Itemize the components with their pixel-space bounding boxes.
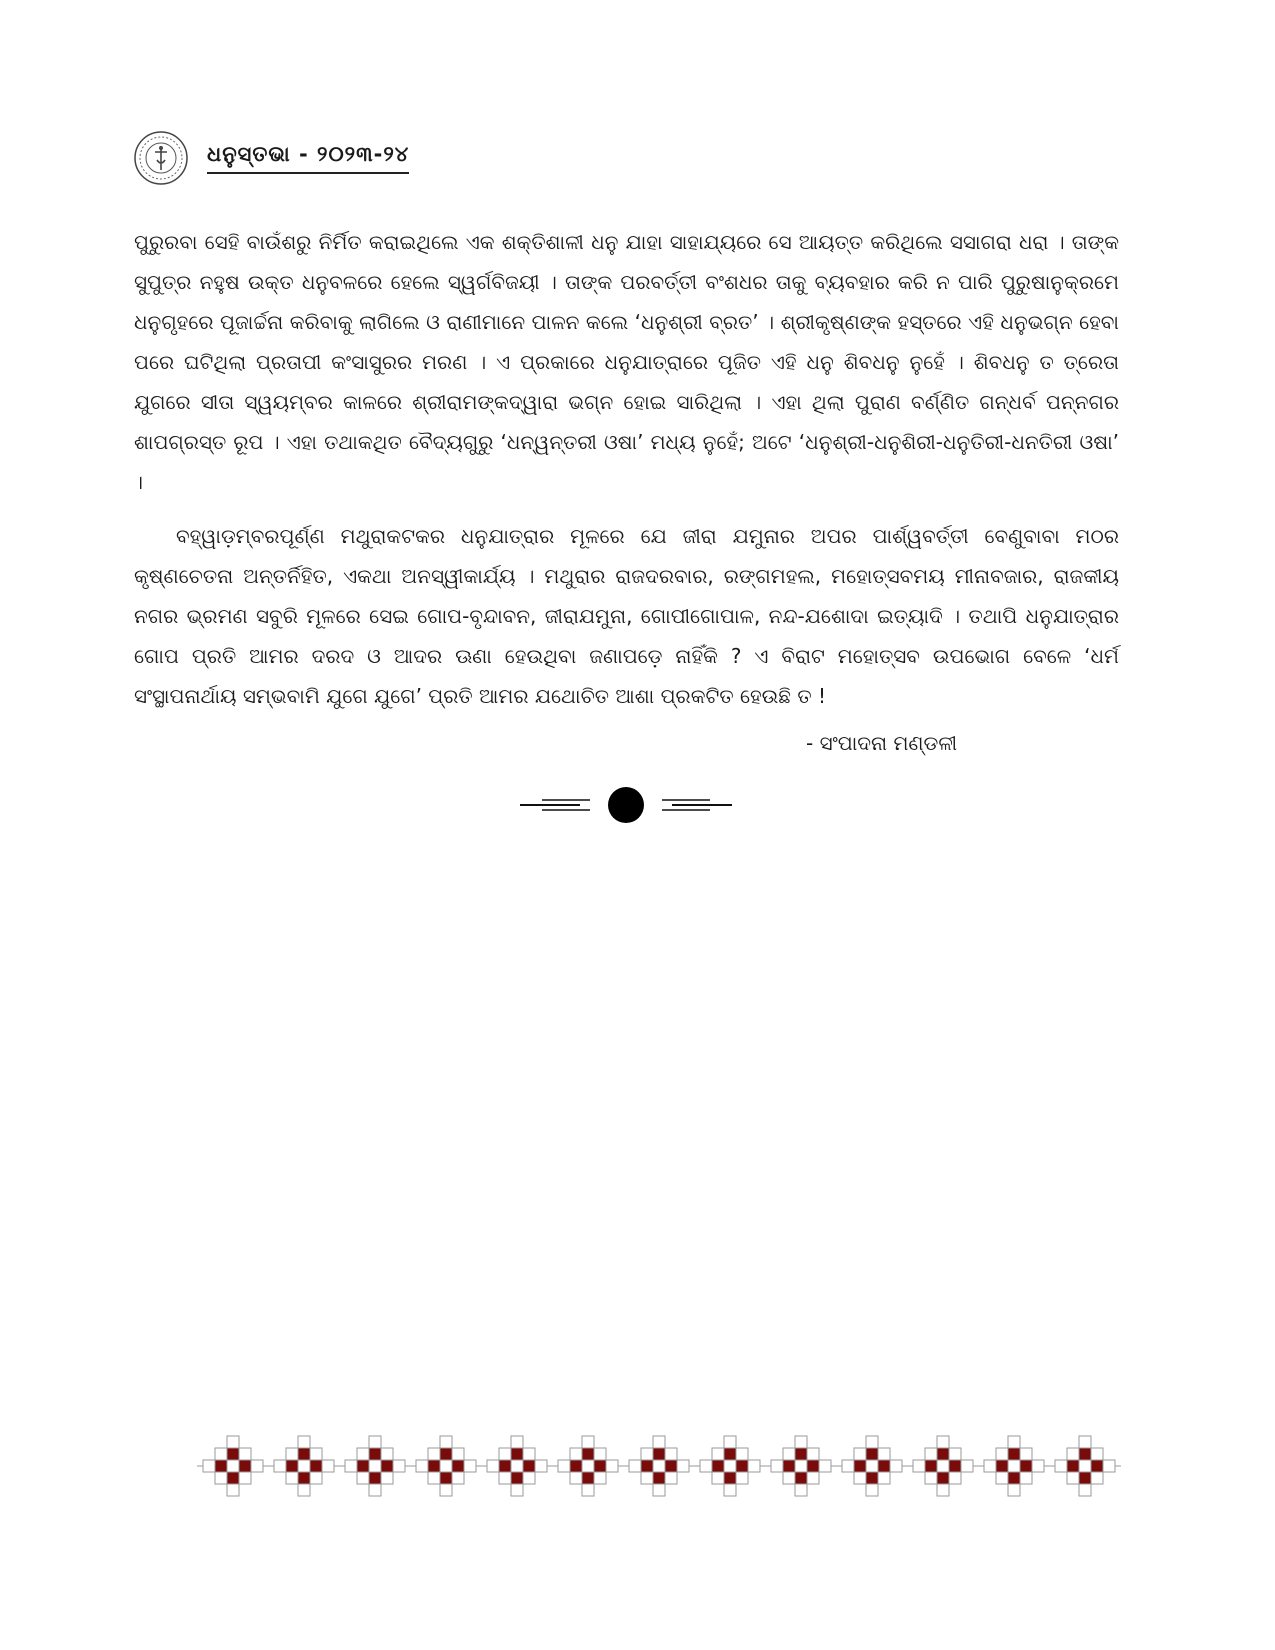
ornamental-border: [197, 1430, 1121, 1502]
checkered-cross-motif: [1049, 1436, 1121, 1496]
dot-divider-icon: [520, 785, 732, 825]
paragraph-2: ବହ୍ୱାଡ଼ମ୍ବରପୂର୍ଣ୍ଣ ମଥୁରାକଟକର ଧନୁଯାତ୍ରାର ମୂଳରେ ଯେ ଜୀରା ଯମୁନାର ଅପର ପାର୍ଶ୍ୱବର୍ତ୍ତୀ ବେଣୁବାବା ମଠର କୃଷ୍ଣଚେତନା ଅନ୍ତର୍ନିହିତ, ଏକଥା ଅନସ୍ୱୀକାର୍ଯ୍ୟ । ମଥୁରାର ରାଜଦରବାର, ରଙ୍ଗମହଲ, ମହୋତ୍ସବମୟ ମୀନାବଜାର, ରାଜକୀୟ ନଗର ଭ୍ରମଣ ସବୁରି ମୂଳରେ ସେଇ ଗୋପ-ବୃନ୍ଦାବନ, ଜୀରାଯମୁନା, ଗୋପୀଗୋପାଳ, ନନ୍ଦ-ଯଶୋଦା ଇତ୍ୟାଦି । ତଥାପି ଧନୁଯାତ୍ରାର ଗୋପ ପ୍ରତି ଆମର ଦରଦ ଓ ଆଦର ଊଣା ହେଉଥିବା ଜଣାପଡ଼େ ନାହିଁକି ? ଏ ବିରାଟ ମହୋତ୍ସବ ଉପଭୋଗ ବେଳେ ‘ଧର୍ମ ସଂସ୍ଥାପନାର୍ଥାୟ ସମ୍ଭବାମି ଯୁଗେ ଯୁଗେ’ ପ୍ରତି ଆମର ଯଥୋଚିତ ଆଶା ପ୍ରକଟିତ ହେଉଛି ତ !: [134, 524, 1119, 708]
checkered-cross-motif: [481, 1436, 553, 1496]
signature: - ସଂପାଦନା ମଣ୍ଡଳୀ: [806, 731, 958, 755]
article-body: [134, 222, 1119, 716]
checkered-cross-motif: [552, 1436, 624, 1496]
paragraph-1: ପୁରୁରବା ସେହି ବାଉଁଶରୁ ନିର୍ମିତ କରାଇଥିଲେ ଏକ ଶକ୍ତିଶାଳୀ ଧନୁ ଯାହା ସାହାଯ୍ୟରେ ସେ ଆୟତ୍ତ କରିଥିଲେ ସସାଗରା ଧରା । ତାଙ୍କ ସୁପୁତ୍ର ନହୁଷ ଉକ୍ତ ଧନୁବଳରେ ହେଲେ ସ୍ୱର୍ଗବିଜୟୀ । ତାଙ୍କ ପରବର୍ତ୍ତୀ ବଂଶଧର ତାକୁ ବ୍ୟବହାର କରି ନ ପାରି ପୁରୁଷାନୁକ୍ରମେ ଧନୁଗୃହରେ ପୂଜାର୍ଚ୍ଚନା କରିବାକୁ ଲାଗିଲେ ଓ ରାଣୀମାନେ ପାଳନ କଲେ ‘ଧନୁଶ୍ରୀ ବ୍ରତ’ । ଶ୍ରୀକୃଷ୍ଣଙ୍କ ହସ୍ତରେ ଏହି ଧନୁଭଗ୍ନ ହେବା ପରେ ଘଟିଥିଲା ପ୍ରତାପୀ କଂସାସୁରର ମରଣ । ଏ ପ୍ରକାରେ ଧନୁଯାତ୍ରାରେ ପୂଜିତ ଏହି ଧନୁ ଶିବଧନୁ ନୁହେଁ । ଶିବଧନୁ ତ ତ୍ରେତା ଯୁଗରେ ସୀତା ସ୍ୱୟମ୍ବର କାଳରେ ଶ୍ରୀରାମଙ୍କଦ୍ୱାରା ଭଗ୍ନ ହୋଇ ସାରିଥିଲା । ଏହା ଥିଲା ପୁରାଣ ବର୍ଣ୍ଣିତ ଗନ୍ଧର୍ବ ପନ୍ନଗର ଶାପଗ୍ରସ୍ତ ରୂପ । ଏହା ତଥାକଥିତ ବୈଦ୍ୟଗୁରୁ ‘ଧନ୍ୱନ୍ତରୀ ଓଷା’ ମଧ୍ୟ ନୁହେଁ; ଅଟେ ‘ଧନୁଶ୍ରୀ-ଧନୁଶିରୀ-ଧନୁତିରୀ-ଧନତିରୀ ଓଷା’ ।: [134, 230, 1119, 494]
checkered-cross-motif: [268, 1436, 340, 1496]
checkered-cross-motif: [765, 1436, 837, 1496]
page-title: ଧନୁସ୍ତଭା - ୨୦୨୩-୨୪: [207, 142, 409, 174]
checkered-cross-motif: [836, 1436, 908, 1496]
checkered-cross-motif: [907, 1436, 979, 1496]
checkered-cross-motif: [978, 1436, 1050, 1496]
checkered-cross-motif: [410, 1436, 482, 1496]
page-header: [133, 128, 409, 188]
checkered-cross-motif: [694, 1436, 766, 1496]
checkered-cross-motif: [623, 1436, 695, 1496]
emblem-seal-icon: [133, 130, 189, 186]
checkered-cross-motif: [339, 1436, 411, 1496]
checkered-cross-motif: [197, 1436, 269, 1496]
